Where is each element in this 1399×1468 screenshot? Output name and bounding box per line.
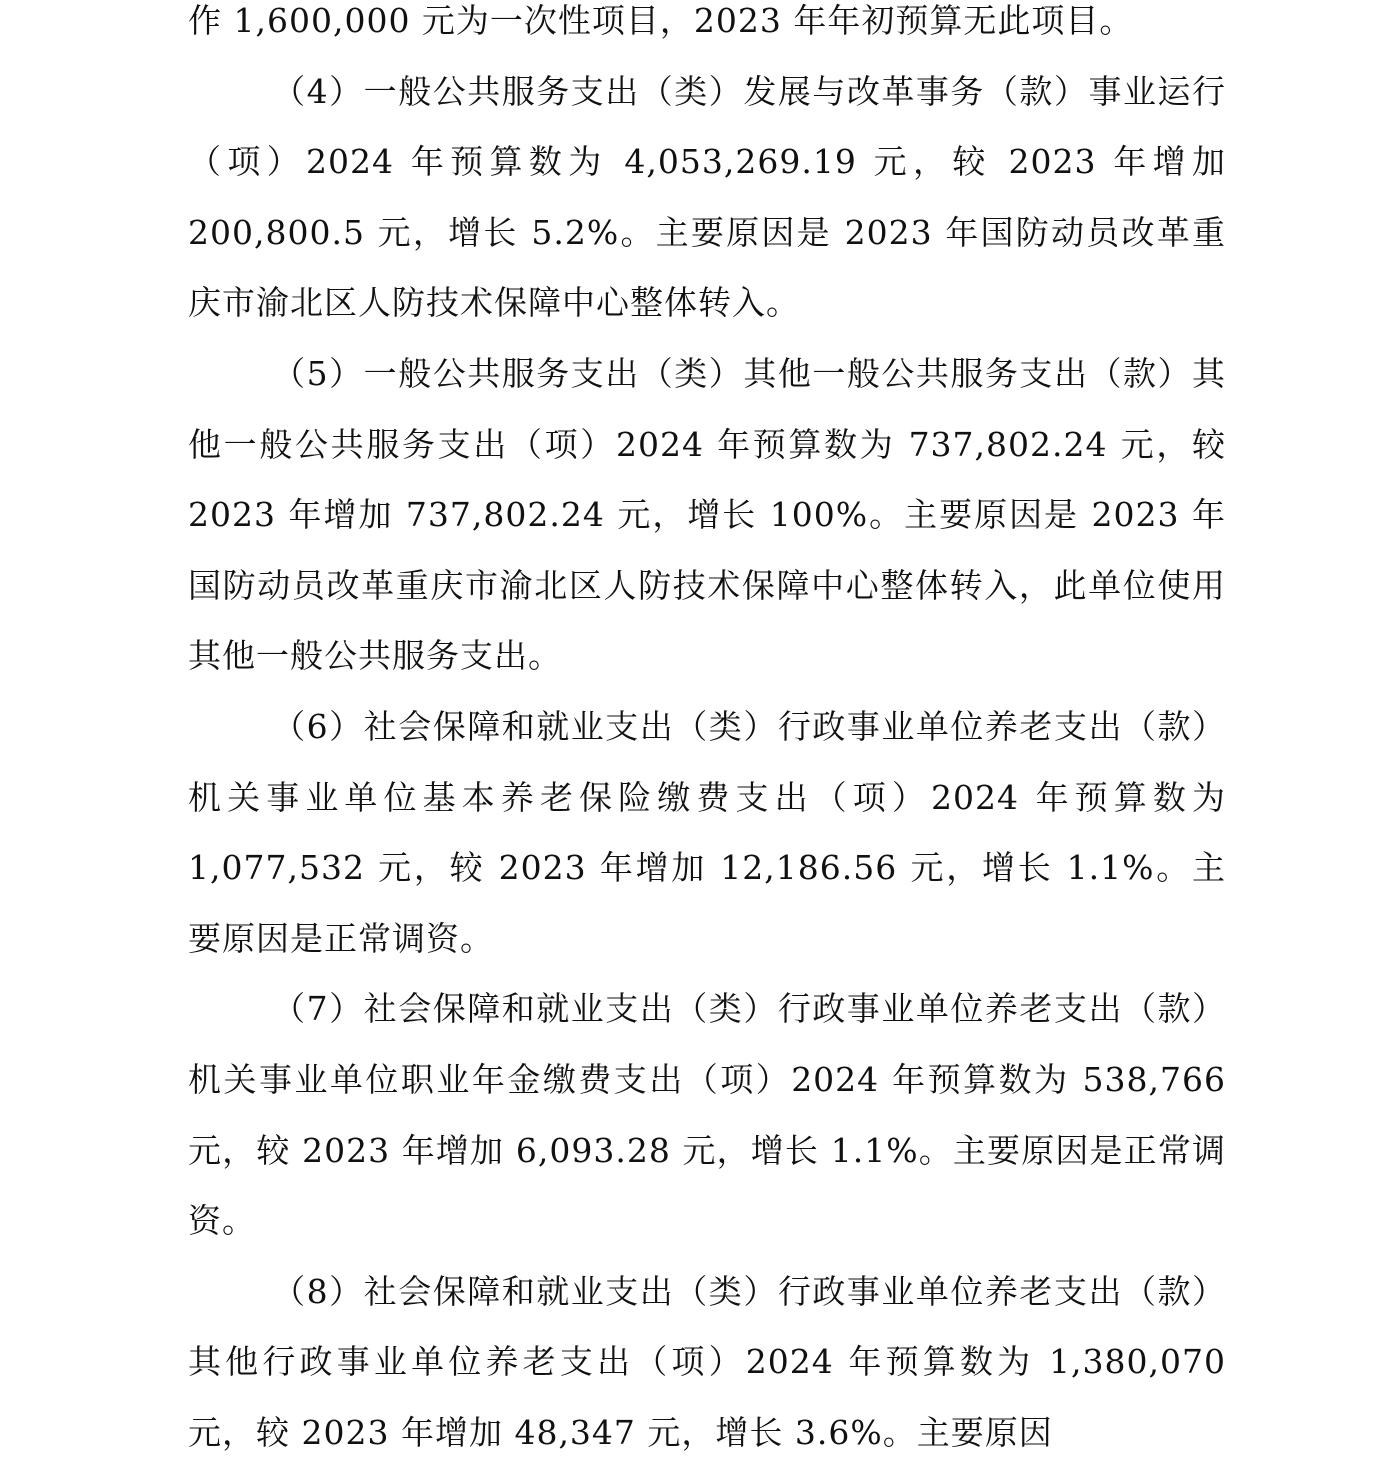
paragraph-item-7: （7）社会保障和就业支出（类）行政事业单位养老支出（款）机关事业单位职业年金缴费支出（项）2024 年预算数为 538,766 元，较 2023 年增加 6,093.28 元，增长 1.1%。主要原因是正常调资。 [188, 989, 1226, 1241]
paragraph-continuation: 作 1,600,000 元为一次性项目，2023 年年初预算无此项目。 [188, 1, 1134, 40]
paragraph-item-6: （6）社会保障和就业支出（类）行政事业单位养老支出（款）机关事业单位基本养老保险缴费支出（项）2024 年预算数为 1,077,532 元，较 2023 年增加 12,186.56 元，增长 1.1%。主要原因是正常调资。 [188, 706, 1226, 958]
paragraph-item-5: （5）一般公共服务支出（类）其他一般公共服务支出（款）其他一般公共服务支出（项）2024 年预算数为 737,802.24 元，较 2023 年增加 737,802.24 元，增长 100%。主要原因是 2023 年国防动员改革重庆市渝北区人防技术保障中心整体转入，此单位使用其他一般公共服务支出。 [188, 353, 1226, 676]
paragraph-item-8: （8）社会保障和就业支出（类）行政事业单位养老支出（款）其他行政事业单位养老支出（项）2024 年预算数为 1,380,070 元，较 2023 年增加 48,347 元，增长 3.6%。主要原因 [188, 1271, 1226, 1452]
document-page [188, 0, 1226, 1468]
paragraph-item-4: （4）一般公共服务支出（类）发展与改革事务（款）事业运行（项）2024 年预算数为 4,053,269.19 元，较 2023 年增加 200,800.5 元，增长 5.2%。主要原因是 2023 年国防动员改革重庆市渝北区人防技术保障中心整体转入。 [188, 71, 1226, 323]
